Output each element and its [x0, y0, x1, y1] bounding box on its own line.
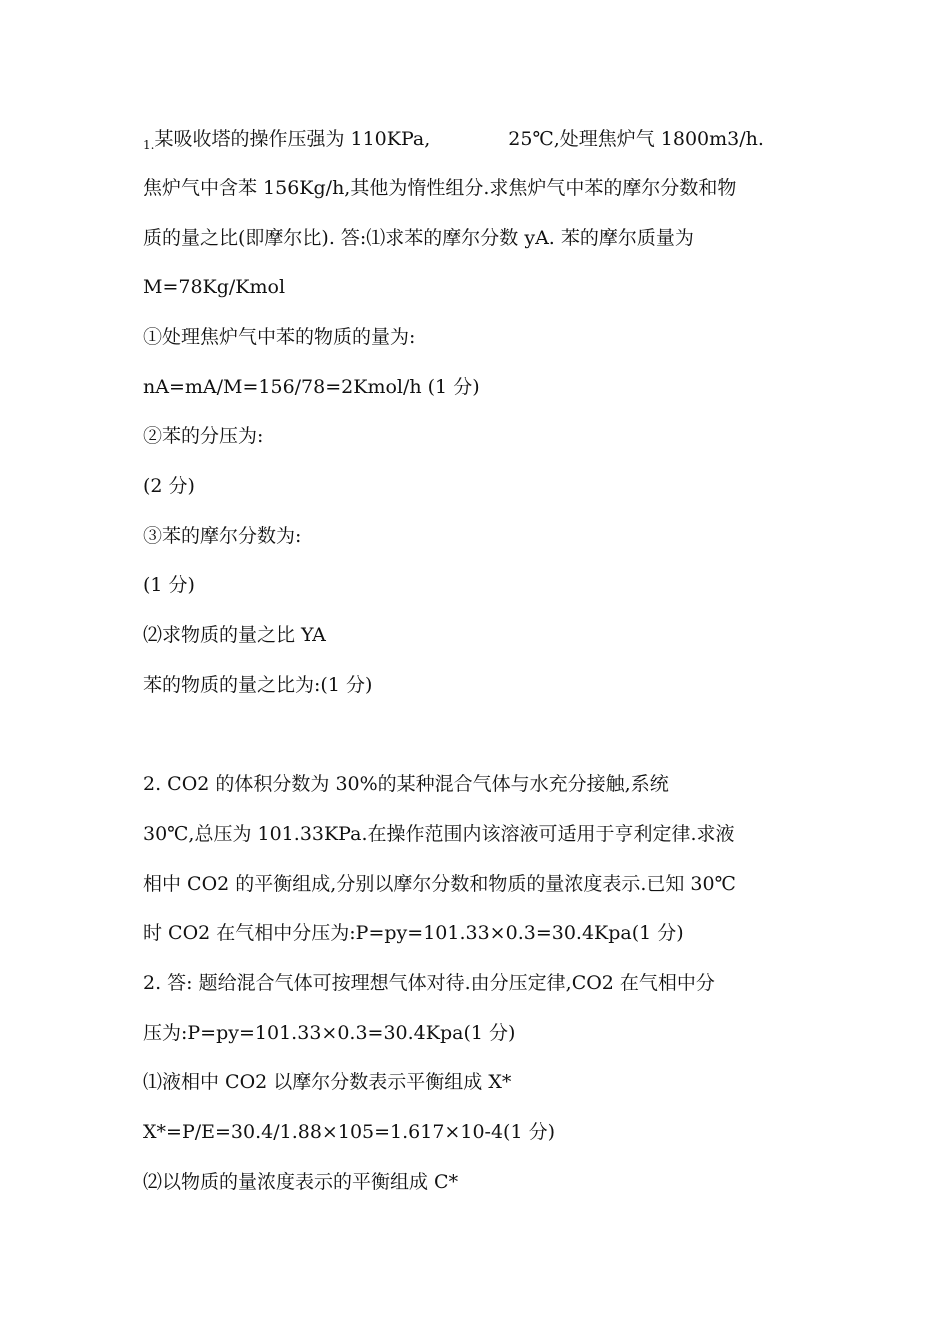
- q2-line-1: 2. CO2 的体积分数为 30%的某种混合气体与水充分接触,系统: [143, 773, 669, 795]
- q1-line-4: M=78Kg/Kmol: [143, 276, 286, 298]
- q2-answer-1: 2. 答: 题给混合气体可按理想气体对待.由分压定律,CO2 在气相中分: [143, 972, 715, 994]
- q1-step-2-score: (2 分): [143, 475, 195, 497]
- q1-part-2-result: 苯的物质的量之比为:(1 分): [143, 674, 373, 696]
- q1-line-3: 质的量之比(即摩尔比). 答:⑴求苯的摩尔分数 yA. 苯的摩尔质量为: [143, 227, 694, 249]
- q1-line-1a: 某吸收塔的操作压强为 110KPa,: [154, 128, 431, 150]
- q2-line-4: 时 CO2 在气相中分压为:P=py=101.33×0.3=30.4Kpa(1 分): [143, 922, 684, 944]
- q1-line-2: 焦炉气中含苯 156Kg/h,其他为惰性组分.求焦炉气中苯的摩尔分数和物: [143, 177, 737, 199]
- q1-step-3: ③苯的摩尔分数为:: [143, 525, 302, 547]
- q2-part-2: ⑵以物质的量浓度表示的平衡组成 C*: [143, 1171, 459, 1193]
- q1-step-2: ②苯的分压为:: [143, 425, 264, 447]
- q2-part-1: ⑴液相中 CO2 以摩尔分数表示平衡组成 X*: [143, 1071, 512, 1093]
- q1-line-1: [143, 126, 833, 158]
- q2-answer-2: 压为:P=py=101.33×0.3=30.4Kpa(1 分): [143, 1022, 516, 1044]
- q1-line-1b: 25℃,处理焦炉气 1800m3/h.: [508, 128, 764, 150]
- q2-part-1-formula: X*=P/E=30.4/1.88×105=1.617×10-4(1 分): [143, 1121, 555, 1143]
- q1-number: 1.: [143, 138, 155, 152]
- q1-step-1-formula: nA=mA/M=156/78=2Kmol/h (1 分): [143, 376, 480, 398]
- q1-step-1: ①处理焦炉气中苯的物质的量为:: [143, 326, 416, 348]
- q1-part-2: ⑵求物质的量之比 YA: [143, 624, 326, 646]
- q2-line-3: 相中 CO2 的平衡组成,分别以摩尔分数和物质的量浓度表示.已知 30℃: [143, 873, 736, 895]
- q2-line-2: 30℃,总压为 101.33KPa.在操作范围内该溶液可适用于亨利定律.求液: [143, 823, 735, 845]
- q1-step-3-score: (1 分): [143, 574, 195, 596]
